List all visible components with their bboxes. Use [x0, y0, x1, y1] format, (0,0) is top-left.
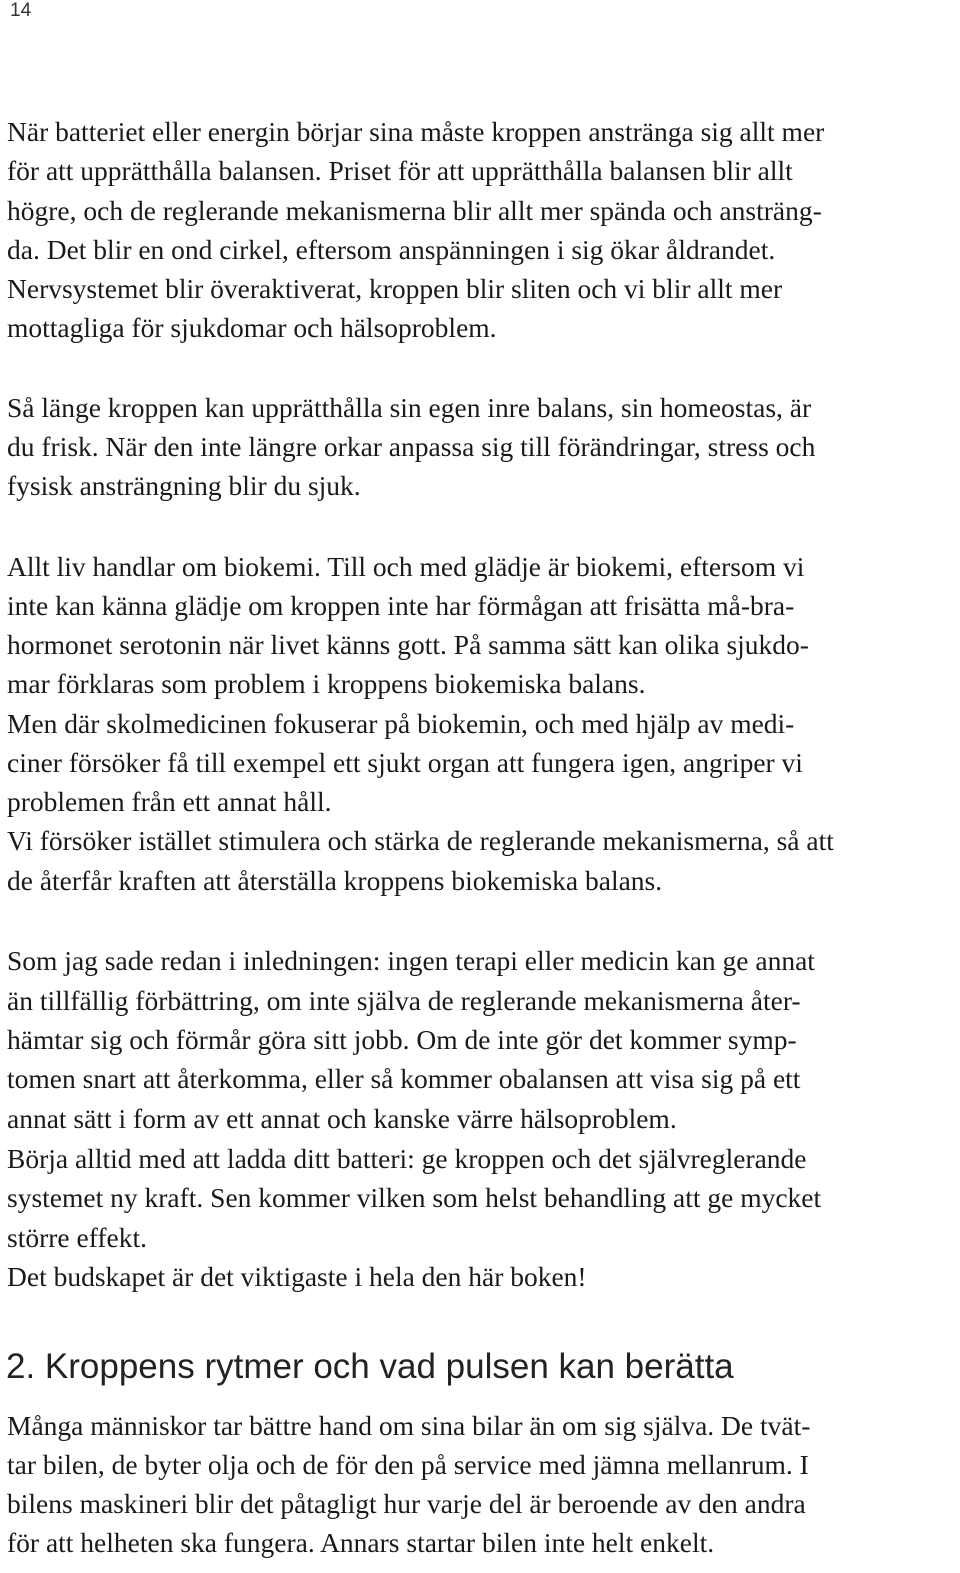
- text-line: hormonet serotonin när livet känns gott. På samma sätt kan olika sjukdo-: [7, 629, 809, 660]
- text-line: större effekt.: [7, 1222, 147, 1253]
- text-line: de återfår kraften att återställa kroppens biokemiska balans.: [7, 865, 663, 896]
- text-line: Nervsystemet blir överaktiverat, kroppen blir sliten och vi blir allt mer: [7, 273, 783, 304]
- text-line: När batteriet eller energin börjar sina måste kroppen anstränga sig allt mer: [7, 116, 825, 147]
- text-line: högre, och de reglerande mekanismerna blir allt mer spända och ansträng-: [7, 195, 822, 226]
- text-line: da. Det blir en ond cirkel, eftersom anspänningen i sig ökar åldrandet.: [7, 234, 776, 265]
- text-line: Börja alltid med att ladda ditt batteri: ge kroppen och det självreglerande: [7, 1143, 807, 1174]
- text-line: fysisk ansträngning blir du sjuk.: [7, 470, 361, 501]
- text-line: mottagliga för sjukdomar och hälsoproblem.: [7, 312, 497, 343]
- text-line: problemen från ett annat håll.: [7, 786, 332, 817]
- text-line: Allt liv handlar om biokemi. Till och med glädje är biokemi, eftersom vi: [7, 551, 805, 582]
- text-line: än tillfällig förbättring, om inte själva de reglerande mekanismerna åter-: [7, 985, 801, 1016]
- text-line: Så länge kroppen kan upprätthålla sin egen inre balans, sin homeostas, är: [7, 392, 812, 423]
- text-line: ciner försöker få till exempel ett sjukt organ att fungera igen, angriper vi: [7, 747, 803, 778]
- text-line: mar förklaras som problem i kroppens biokemiska balans.: [7, 668, 646, 699]
- text-line: för att helheten ska fungera. Annars startar bilen inte helt enkelt.: [7, 1527, 715, 1558]
- text-line: Många människor tar bättre hand om sina bilar än om sig själva. De tvät-: [7, 1410, 811, 1441]
- text-line: Men där skolmedicinen fokuserar på biokemin, och med hjälp av medi-: [7, 708, 795, 739]
- text-line: annat sätt i form av ett annat och kanske värre hälsoproblem.: [7, 1103, 677, 1134]
- section-heading: 2. Kroppens rytmer och vad pulsen kan berätta: [6, 1347, 734, 1386]
- text-line: systemet ny kraft. Sen kommer vilken som helst behandling att ge mycket: [7, 1182, 822, 1213]
- text-line: tar bilen, de byter olja och de för den på service med jämna mellanrum. I: [7, 1449, 809, 1480]
- text-line: för att upprätthålla balansen. Priset för att upprätthålla balansen blir allt: [7, 155, 793, 186]
- text-line: bilens maskineri blir det påtagligt hur varje del är beroende av den andra: [7, 1488, 806, 1519]
- text-line: inte kan känna glädje om kroppen inte har förmågan att frisätta må-bra-: [7, 590, 795, 621]
- text-line: du frisk. När den inte längre orkar anpassa sig till förändringar, stress och: [7, 431, 816, 462]
- text-line: Vi försöker istället stimulera och stärka de reglerande mekanismerna, så att: [7, 825, 834, 856]
- page-number: 14: [10, 0, 32, 21]
- text-line: hämtar sig och förmår göra sitt jobb. Om de inte gör det kommer symp-: [7, 1024, 797, 1055]
- text-line: tomen snart att återkomma, eller så kommer obalansen att visa sig på ett: [7, 1063, 801, 1094]
- text-line: Det budskapet är det viktigaste i hela den här boken!: [7, 1261, 587, 1292]
- text-line: Som jag sade redan i inledningen: ingen terapi eller medicin kan ge annat: [7, 945, 815, 976]
